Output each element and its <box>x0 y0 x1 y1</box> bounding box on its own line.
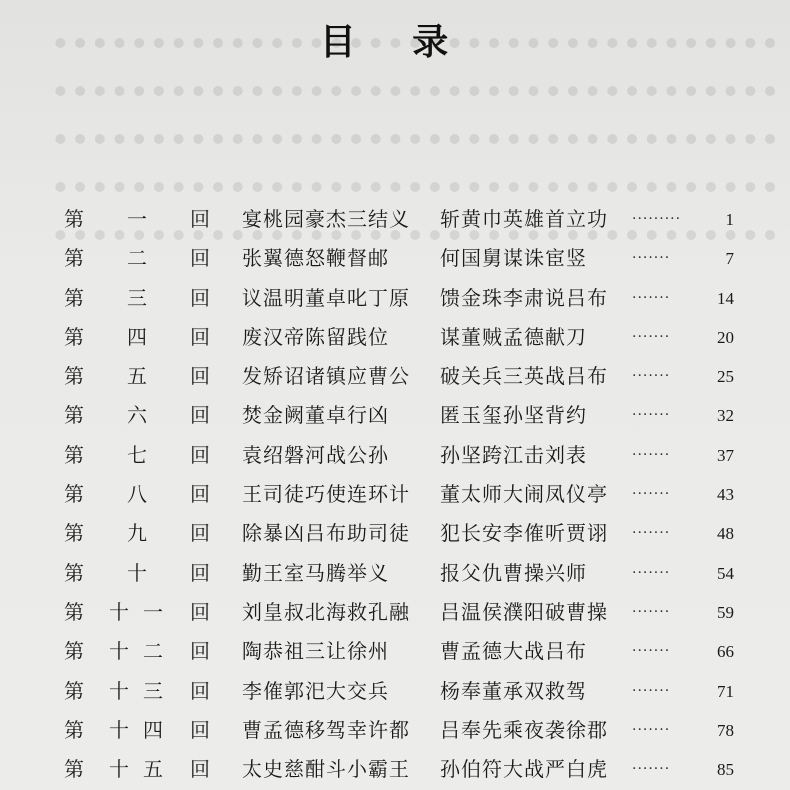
page-number: 7 <box>725 249 734 269</box>
chapter-title-first: 发矫诏诸镇应曹公 <box>242 364 410 389</box>
chapter-number: 六 <box>127 403 147 428</box>
chapter-prefix: 第 <box>64 639 84 664</box>
page-number: 66 <box>717 642 734 662</box>
chapter-title-second: 斩黄巾英雄首立功 <box>440 207 608 231</box>
chapter-prefix: 第 <box>64 678 84 703</box>
toc-row <box>64 357 744 396</box>
chapter-title-second: 破关兵三英战吕布 <box>440 364 608 389</box>
chapter-prefix: 第 <box>64 403 84 428</box>
chapter-number: 三 <box>127 285 147 310</box>
chapter-suffix: 回 <box>190 757 210 782</box>
chapter-number-tens: 十 <box>109 757 129 782</box>
chapter-suffix: 回 <box>190 324 210 349</box>
leader-dots: ······· <box>632 564 671 581</box>
leader-dots: ······· <box>632 761 671 778</box>
chapter-prefix: 第 <box>64 599 84 624</box>
chapter-suffix: 回 <box>190 442 210 467</box>
chapter-prefix: 第 <box>64 521 84 546</box>
chapter-prefix: 第 <box>64 364 84 389</box>
page-number: 48 <box>717 524 734 544</box>
chapter-number: 四 <box>127 324 147 349</box>
chapter-number-tens: 十 <box>109 639 129 664</box>
page-number: 43 <box>717 485 734 505</box>
chapter-number: 五 <box>127 364 147 389</box>
chapter-title-first: 焚金阙董卓行凶 <box>242 403 389 428</box>
toc-row <box>64 514 744 553</box>
chapter-number: 九 <box>127 521 147 546</box>
toc-row <box>64 672 744 711</box>
chapter-number-tens: 十 <box>109 678 129 703</box>
chapter-title-second: 报父仇曹操兴师 <box>440 560 587 585</box>
toc-row <box>64 436 744 475</box>
toc-row <box>64 200 744 239</box>
chapter-title-first: 废汉帝陈留践位 <box>242 324 389 349</box>
chapter-number-tens: 十 <box>109 599 129 624</box>
chapter-title-second: 犯长安李傕听贾诩 <box>440 521 608 546</box>
chapter-suffix: 回 <box>190 285 210 310</box>
chapter-title-first: 张翼德怒鞭督邮 <box>242 246 389 271</box>
chapter-prefix: 第 <box>64 442 84 467</box>
chapter-number-units: 二 <box>143 639 163 664</box>
table-of-contents <box>64 200 744 789</box>
chapter-number-units: 四 <box>143 717 163 742</box>
chapter-title-first: 刘皇叔北海救孔融 <box>242 599 410 624</box>
leader-dots: ······· <box>632 643 671 660</box>
leader-dots: ······· <box>632 603 671 620</box>
chapter-number: 一 <box>127 207 147 231</box>
chapter-title-first: 除暴凶吕布助司徒 <box>242 521 410 546</box>
chapter-suffix: 回 <box>190 403 210 428</box>
chapter-suffix: 回 <box>190 482 210 507</box>
chapter-title-second: 谋董贼孟德献刀 <box>440 324 587 349</box>
chapter-title-second: 孙坚跨江击刘表 <box>440 442 587 467</box>
chapter-prefix: 第 <box>64 757 84 782</box>
chapter-prefix: 第 <box>64 560 84 585</box>
chapter-suffix: 回 <box>190 639 210 664</box>
chapter-number-tens: 十 <box>109 717 129 742</box>
toc-row <box>64 554 744 593</box>
chapter-title-first: 勤王室马腾举义 <box>242 560 389 585</box>
chapter-prefix: 第 <box>64 207 84 231</box>
toc-row <box>64 750 744 789</box>
chapter-prefix: 第 <box>64 717 84 742</box>
page-number: 20 <box>717 327 734 347</box>
chapter-title-first: 曹孟德移驾幸许都 <box>242 717 410 742</box>
toc-row <box>64 632 744 671</box>
toc-row <box>64 239 744 278</box>
chapter-number: 二 <box>127 246 147 271</box>
chapter-number: 七 <box>127 442 147 467</box>
page-title: 目 录 <box>319 21 471 63</box>
chapter-title-first: 陶恭祖三让徐州 <box>242 639 389 664</box>
chapter-title-second: 孙伯符大战严白虎 <box>440 757 608 782</box>
leader-dots: ······· <box>632 289 671 306</box>
page-number: 25 <box>717 367 734 387</box>
leader-dots: ······· <box>632 525 671 542</box>
chapter-suffix: 回 <box>190 246 210 271</box>
toc-row <box>64 279 744 318</box>
leader-dots: ······· <box>632 368 671 385</box>
chapter-title-first: 王司徒巧使连环计 <box>242 482 410 507</box>
chapter-number-units: 五 <box>143 757 163 782</box>
chapter-number-units: 三 <box>143 678 163 703</box>
page-number: 37 <box>717 445 734 465</box>
page-number: 14 <box>717 288 734 308</box>
chapter-number: 八 <box>127 482 147 507</box>
leader-dots: ······· <box>632 682 671 699</box>
chapter-title-first: 太史慈酣斗小霸王 <box>242 757 410 782</box>
toc-row <box>64 475 744 514</box>
leader-dots: ······· <box>632 486 671 503</box>
chapter-suffix: 回 <box>190 560 210 585</box>
toc-row <box>64 593 744 632</box>
chapter-number-units: 一 <box>143 599 163 624</box>
page-number: 85 <box>717 760 734 780</box>
chapter-prefix: 第 <box>64 285 84 310</box>
page-number: 71 <box>717 681 734 701</box>
chapter-suffix: 回 <box>190 207 210 231</box>
chapter-title-second: 杨奉董承双救驾 <box>440 678 587 703</box>
leader-dots: ······· <box>632 407 671 424</box>
chapter-title-first: 议温明董卓叱丁原 <box>242 285 410 310</box>
chapter-suffix: 回 <box>190 599 210 624</box>
chapter-suffix: 回 <box>190 364 210 389</box>
chapter-title-second: 董太师大闹凤仪亭 <box>440 482 608 507</box>
chapter-prefix: 第 <box>64 324 84 349</box>
leader-dots: ········· <box>632 211 682 227</box>
chapter-title-second: 吕奉先乘夜袭徐郡 <box>440 717 608 742</box>
chapter-title-second: 馈金珠李肃说吕布 <box>440 285 608 310</box>
chapter-number: 十 <box>127 560 147 585</box>
leader-dots: ······· <box>632 328 671 345</box>
toc-row <box>64 711 744 750</box>
toc-row <box>64 318 744 357</box>
chapter-prefix: 第 <box>64 246 84 271</box>
page-number: 59 <box>717 602 734 622</box>
leader-dots: ······· <box>632 250 671 267</box>
page-number: 54 <box>717 563 734 583</box>
toc-row <box>64 396 744 435</box>
chapter-title-second: 何国舅谋诛宦竖 <box>440 246 587 271</box>
chapter-title-second: 吕温侯濮阳破曹操 <box>440 599 608 624</box>
chapter-suffix: 回 <box>190 678 210 703</box>
chapter-title-second: 匿玉玺孙坚背约 <box>440 403 587 428</box>
page-number: 78 <box>717 720 734 740</box>
chapter-title-second: 曹孟德大战吕布 <box>440 639 587 664</box>
chapter-prefix: 第 <box>64 482 84 507</box>
chapter-title-first: 宴桃园豪杰三结义 <box>242 207 410 231</box>
chapter-title-first: 李傕郭汜大交兵 <box>242 678 389 703</box>
chapter-suffix: 回 <box>190 521 210 546</box>
leader-dots: ······· <box>632 446 671 463</box>
page-number: 32 <box>717 406 734 426</box>
chapter-suffix: 回 <box>190 717 210 742</box>
chapter-title-first: 袁绍磐河战公孙 <box>242 442 389 467</box>
page-number: 1 <box>725 210 734 229</box>
leader-dots: ······· <box>632 721 671 738</box>
